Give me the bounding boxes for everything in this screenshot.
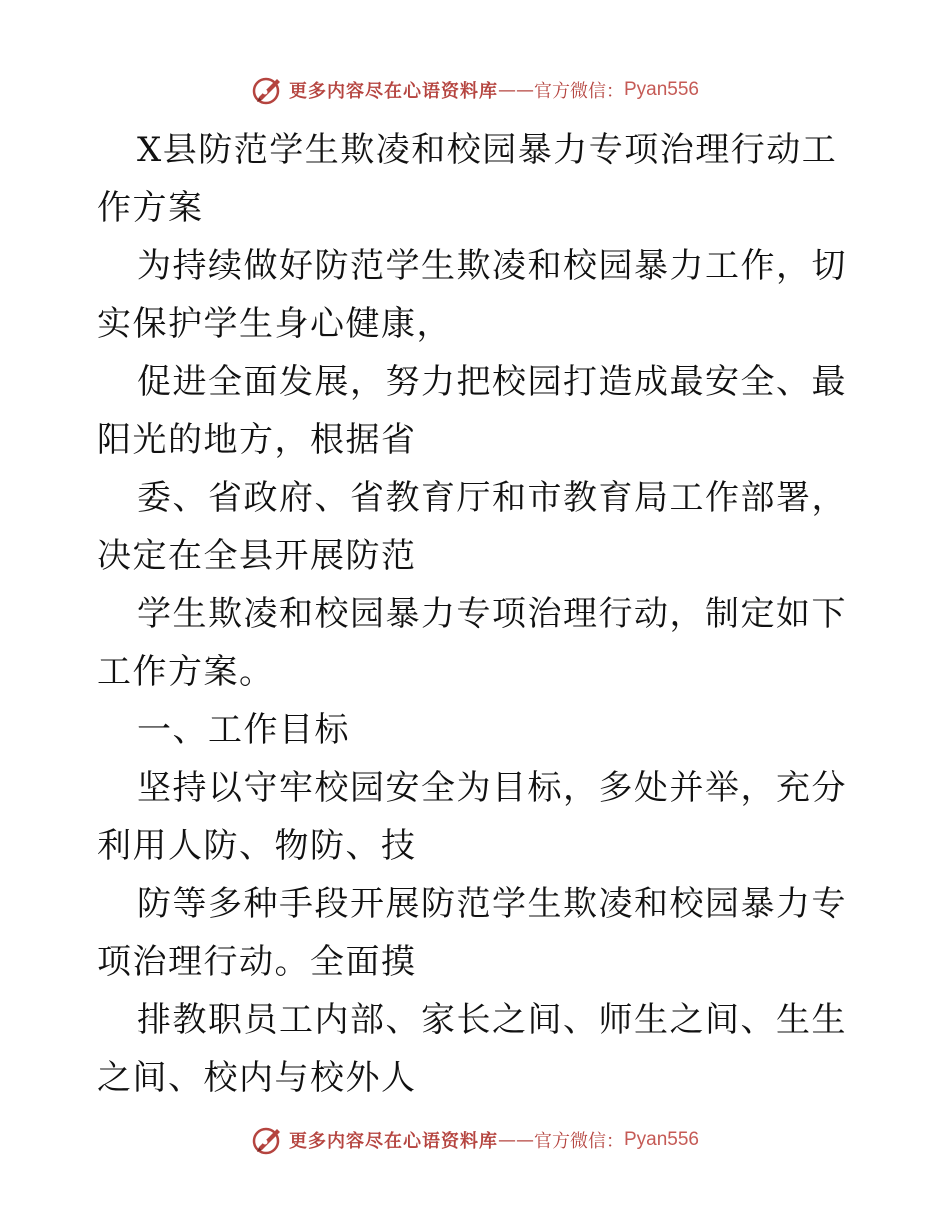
banner-dash: —— — [497, 79, 534, 101]
document-title: X县防范学生欺凌和校园暴力专项治理行动工作方案 — [97, 130, 838, 228]
banner-wechat-id: Pyan556 — [623, 1129, 699, 1150]
banner-brand-text: 更多内容尽在心语资料库 — [288, 81, 498, 102]
banner-brand-text: 更多内容尽在心语资料库 — [288, 1131, 498, 1152]
section-heading: 一、工作目标 — [137, 710, 350, 750]
paragraph: 促进全面发展，努力把校园打造成最安全、最阳光的地方，根据省 — [97, 362, 847, 460]
banner-dash: —— — [497, 1129, 534, 1151]
header-watermark-banner — [0, 70, 950, 110]
paragraph: 学生欺凌和校园暴力专项治理行动，制定如下工作方案。 — [97, 594, 847, 692]
pen-logo-icon — [251, 73, 285, 107]
footer-watermark-banner — [0, 1120, 950, 1160]
paragraph: 为持续做好防范学生欺凌和校园暴力工作，切实保护学生身心健康， — [97, 246, 847, 344]
paragraph: 防等多种手段开展防范学生欺凌和校园暴力专项治理行动。全面摸 — [97, 884, 847, 982]
banner-wechat-id: Pyan556 — [623, 79, 699, 100]
pen-logo-icon — [251, 1123, 285, 1157]
paragraph: 排教职员工内部、家长之间、师生之间、生生之间、校内与校外人 — [97, 1000, 847, 1098]
document-body — [97, 121, 857, 1107]
paragraph: 委、省政府、省教育厅和市教育局工作部署，决定在全县开展防范 — [97, 478, 847, 576]
banner-wechat-label: 官方微信： — [533, 81, 624, 102]
banner-wechat-label: 官方微信： — [533, 1131, 624, 1152]
paragraph: 坚持以守牢校园安全为目标，多处并举，充分利用人防、物防、技 — [97, 768, 847, 866]
